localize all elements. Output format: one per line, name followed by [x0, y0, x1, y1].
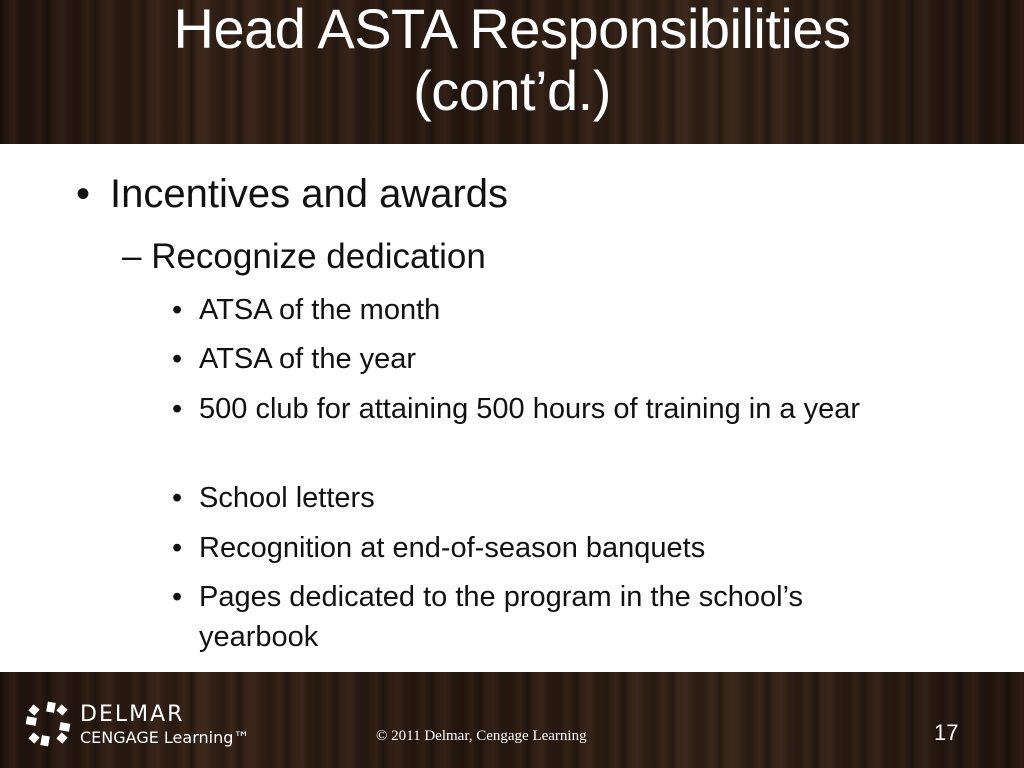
bullet-level3-text: Recognition at end-of-season banquets: [199, 532, 706, 564]
delmar-star-logo-icon: [24, 700, 72, 748]
logo-text-delmar: DELMAR: [80, 702, 185, 727]
bullet-level3-text: Pages dedicated to the program in the school’s yearbook: [199, 581, 804, 653]
bullet-level1-text: Incentives and awards: [110, 172, 509, 216]
bullet-dot: •: [172, 294, 183, 326]
bullet-dot: •: [172, 532, 183, 564]
bullet-dot: •: [172, 482, 183, 514]
bullet-level3-text: 500 club for attaining 500 hours of training in a year: [199, 393, 860, 425]
bullet-level2: – Recognize dedication: [122, 237, 486, 276]
bullet-level3-text: School letters: [199, 482, 375, 514]
publisher-logo: [24, 700, 284, 750]
bullet-dot: •: [172, 581, 183, 613]
slide-title-line-1: Head ASTA Responsibilities: [173, 0, 851, 60]
slide-title: [0, 0, 1024, 122]
slide-number: 17: [934, 720, 959, 745]
slide-title-line-2: (cont’d.): [413, 59, 611, 122]
bullet-level3-text: ATSA of the month: [199, 294, 441, 326]
logo-text-cengage: CENGAGE Learning™: [80, 728, 250, 747]
bullet-dot: •: [76, 172, 91, 216]
bullet-dot: •: [172, 393, 183, 425]
slide-body: [0, 144, 1024, 672]
copyright-text: © 2011 Delmar, Cengage Learning: [376, 728, 587, 744]
bullet-level3-text: ATSA of the year: [199, 343, 417, 375]
slide-footer: [0, 672, 1024, 768]
slide-header: [0, 0, 1024, 144]
bullet-dot: •: [172, 343, 183, 375]
